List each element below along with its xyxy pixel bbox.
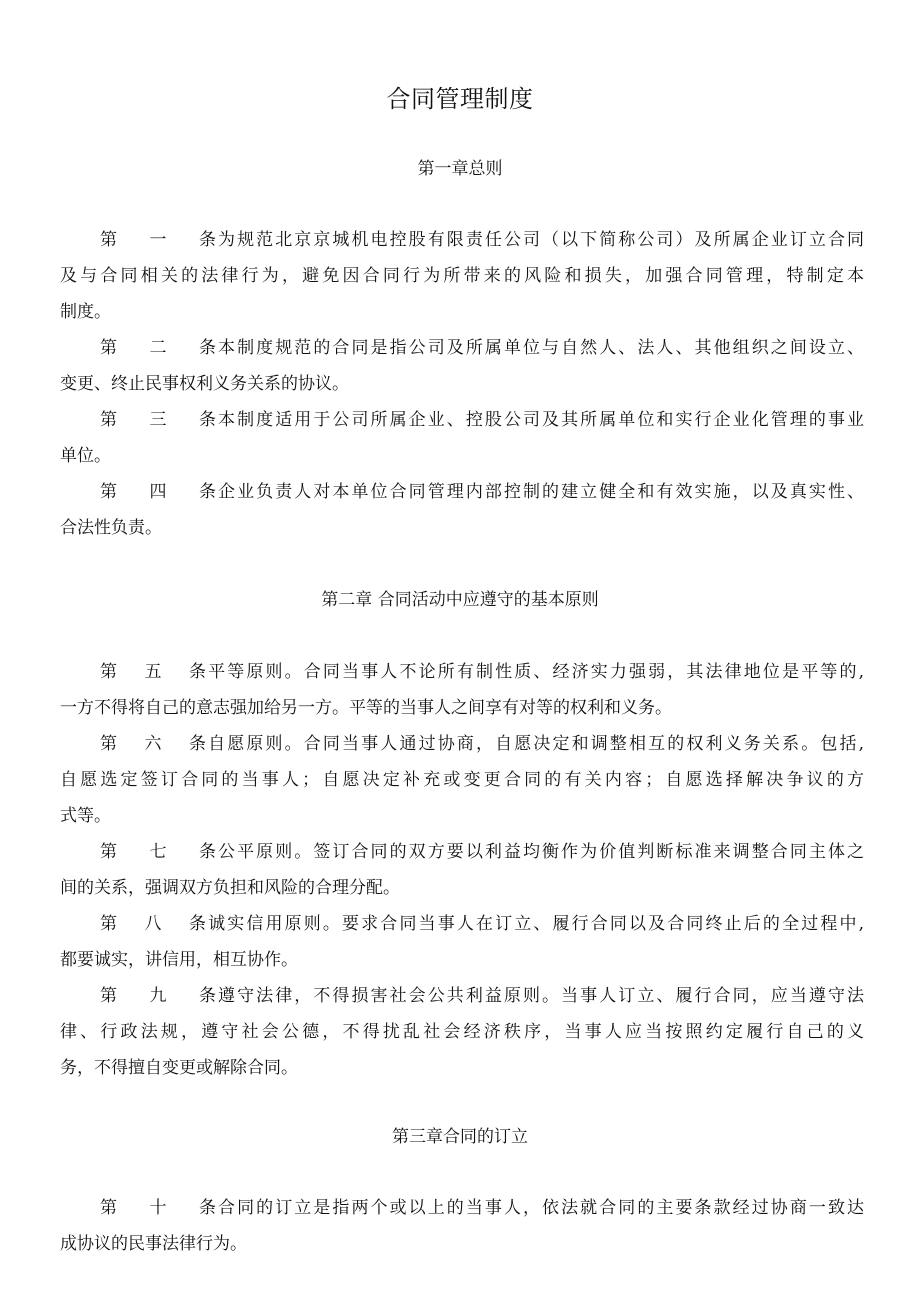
article-line: 制度。: [60, 302, 111, 322]
article-line: [60, 654, 864, 690]
article-number: 第十条: [100, 1198, 216, 1218]
article-line: [60, 906, 864, 942]
article-number: 第三条: [100, 410, 216, 430]
article-line: [60, 402, 864, 438]
article-7: [60, 834, 864, 906]
article-number: 第八条: [100, 914, 206, 934]
article-8: [60, 906, 864, 978]
article-text: 为规范北京京城机电控股有限责任公司（以下简称公司）及所属企业订立合同: [216, 230, 864, 250]
article-2: [60, 330, 864, 402]
article-line: 变更、终止民事权利义务关系的协议。: [60, 374, 349, 394]
article-line: [60, 1190, 864, 1226]
article-5: [60, 654, 864, 726]
article-line: 合法性负责。: [60, 518, 162, 538]
article-number: 第九条: [100, 986, 216, 1006]
article-1: [60, 222, 864, 330]
article-line: [60, 978, 864, 1014]
article-line: 单位。: [60, 446, 111, 466]
chapter-heading-1: 第一章总则: [417, 159, 503, 179]
article-line: 间的关系，强调双方负担和风险的合理分配。: [60, 878, 400, 898]
article-line: 及与合同相关的法律行为，避免因合同行为所带来的风险和损失，加强合同管理，特制定本: [60, 266, 864, 286]
article-number: 第五条: [100, 662, 206, 682]
article-line: 一方不得将自己的意志强加给另一方。平等的当事人之间享有对等的权利和义务。: [60, 698, 672, 718]
article-text: 公平原则。签订合同的双方要以利益均衡作为价值判断标准来调整合同主体之: [216, 842, 864, 862]
article-number: 第二条: [100, 338, 216, 358]
article-number: 第四条: [100, 482, 216, 502]
article-text: 企业负责人对本单位合同管理内部控制的建立健全和有效实施，以及真实性、: [216, 482, 864, 502]
article-line: 自愿选定签订合同的当事人；自愿决定补充或变更合同的有关内容；自愿选择解决争议的方: [60, 770, 864, 790]
article-6: [60, 726, 864, 834]
article-line: [60, 474, 864, 510]
article-text: 合同的订立是指两个或以上的当事人，依法就合同的主要条款经过协商一致达: [216, 1198, 864, 1218]
article-text: 本制度规范的合同是指公司及所属单位与自然人、法人、其他组织之间设立、: [216, 338, 864, 358]
article-line: [60, 726, 864, 762]
article-line: 成协议的民事法律行为。: [60, 1234, 247, 1254]
article-text: 平等原则。合同当事人不论所有制性质、经济实力强弱，其法律地位是平等的,: [206, 662, 864, 682]
article-line: 式等。: [60, 806, 111, 826]
article-3: [60, 402, 864, 474]
article-number: 第七条: [100, 842, 216, 862]
article-text: 本制度适用于公司所属企业、控股公司及其所属单位和实行企业化管理的事业: [216, 410, 864, 430]
article-number: 第六条: [100, 734, 206, 754]
chapter-heading-3: 第三章合同的订立: [392, 1127, 528, 1147]
article-text: 遵守法律，不得损害社会公共利益原则。当事人订立、履行合同，应当遵守法: [216, 986, 864, 1006]
article-line: [60, 834, 864, 870]
article-line: 都要诚实，讲信用，相互协作。: [60, 950, 298, 970]
article-line: [60, 330, 864, 366]
article-text: 自愿原则。合同当事人通过协商，自愿决定和调整相互的权利义务关系。包括,: [206, 734, 864, 754]
article-line: 律、行政法规，遵守社会公德，不得扰乱社会经济秩序，当事人应当按照约定履行自己的义: [60, 1022, 864, 1042]
article-9: [60, 978, 864, 1086]
article-line: [60, 222, 864, 258]
chapter-heading-2: 第二章 合同活动中应遵守的基本原则: [321, 590, 599, 610]
article-text: 诚实信用原则。要求合同当事人在订立、履行合同以及合同终止后的全过程中,: [206, 914, 864, 934]
article-10: [60, 1190, 864, 1262]
document-title: 合同管理制度: [386, 85, 534, 113]
article-4: [60, 474, 864, 546]
article-line: 务，不得擅自变更或解除合同。: [60, 1058, 298, 1078]
article-number: 第一条: [100, 230, 216, 250]
